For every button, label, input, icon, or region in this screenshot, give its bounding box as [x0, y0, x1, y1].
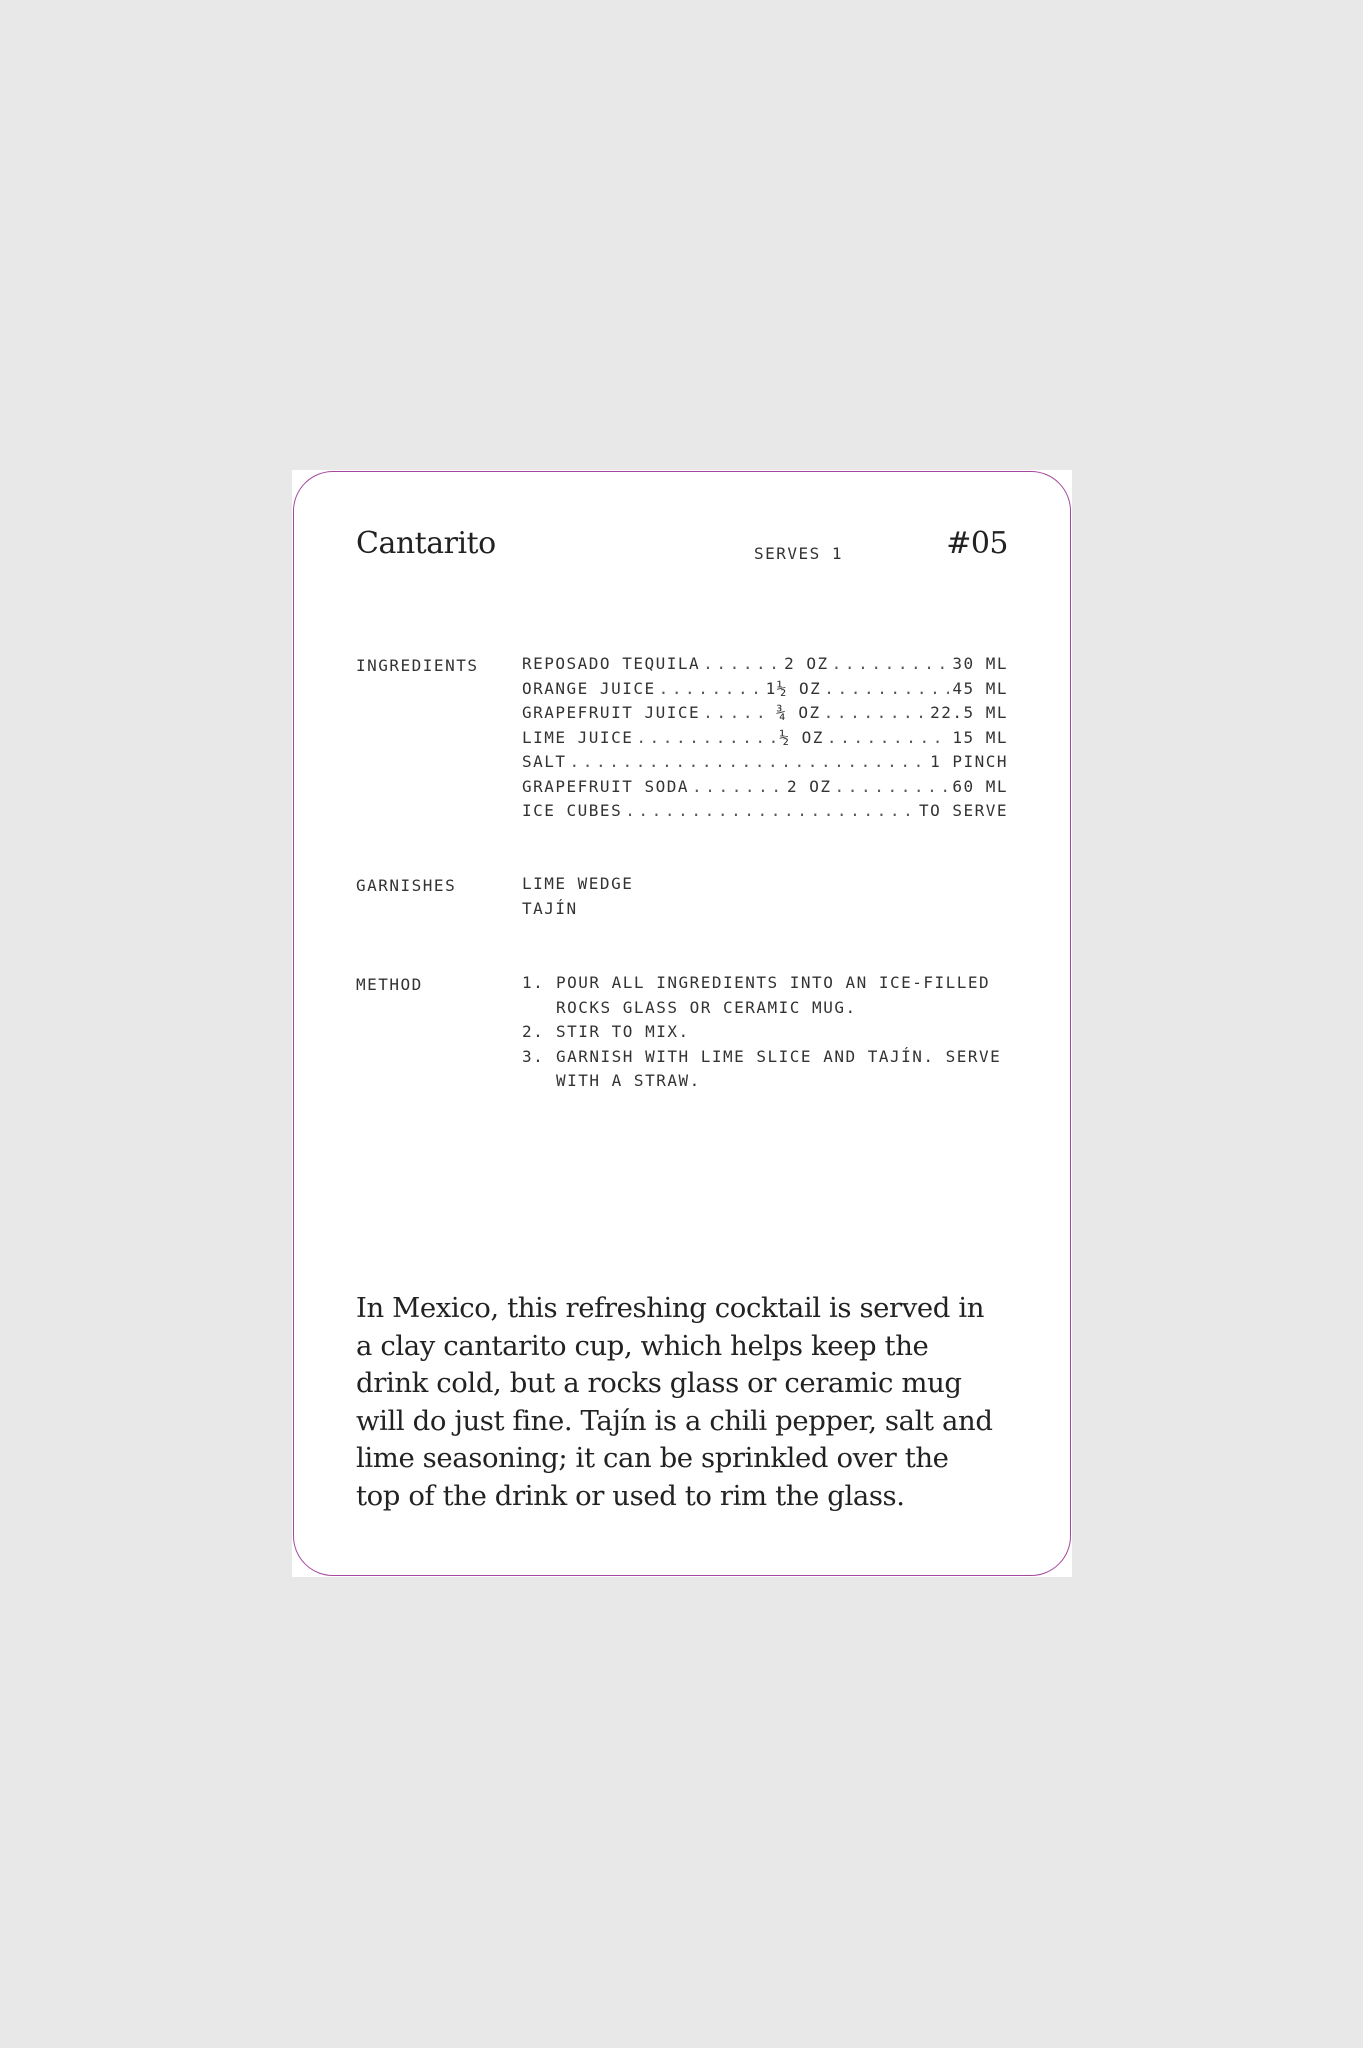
step-text: POUR ALL INGREDIENTS INTO AN ICE-FILLED ROCKS GLASS OR CERAMIC MUG. [556, 973, 991, 1017]
ingredient-imperial: ¾ OZ [776, 703, 821, 722]
ingredients-label: INGREDIENTS [356, 656, 479, 675]
leader-dots [703, 701, 773, 726]
step-number: 1. [522, 973, 545, 992]
garnish-item: TAJÍN [522, 898, 578, 918]
serves-count: SERVES 1 [754, 544, 844, 563]
method-list [522, 971, 1008, 1094]
step-text: GARNISH WITH LIME SLICE AND TAJÍN. SERVE WITH A STRAW. [556, 1046, 1002, 1090]
ingredient-metric: 15 ML [952, 727, 1008, 747]
method-label: METHOD [356, 975, 423, 994]
recipe-number: #05 [946, 526, 1008, 561]
recipe-description: In Mexico, this refreshing cocktail is served in a clay cantarito cup, which helps keep the drink cold, but a rocks glass or ceramic mug will do just fine. Tajín is a chili pepper, salt and lime seasoning; it can be sprinkled over the top of the drink or used to rim the glass. [356, 1292, 993, 1512]
ingredient-name: GRAPEFRUIT JUICE [522, 703, 701, 722]
ingredient-row [522, 652, 1008, 677]
ingredient-row [522, 775, 1008, 800]
ingredient-name: LIME JUICE [522, 727, 634, 747]
garnish-item: LIME WEDGE [522, 874, 634, 893]
ingredient-imperial: ½ OZ [779, 727, 824, 747]
leader-dots [636, 726, 776, 751]
recipe-title: Cantarito [356, 526, 496, 561]
garnishes-list [522, 872, 1008, 921]
ingredient-imperial: 2 OZ [784, 654, 829, 673]
leader-dots [824, 701, 927, 726]
ingredient-metric: 30 ML [952, 654, 1008, 673]
ingredient-name: SALT [522, 752, 567, 771]
leader-dots [824, 677, 949, 702]
leader-dots [703, 652, 781, 677]
step-text: STIR TO MIX. [556, 1022, 690, 1041]
ingredient-imperial: 2 OZ [787, 776, 832, 796]
step-number: 2. [522, 1022, 545, 1041]
leader-dots [692, 775, 784, 800]
step-number: 3. [522, 1046, 545, 1066]
leader-dots [659, 677, 763, 702]
leader-dots [625, 799, 916, 824]
leader-dots [570, 750, 928, 775]
ingredient-metric: TO SERVE [918, 801, 1008, 820]
ingredient-row [522, 750, 1008, 775]
ingredient-imperial: 1½ OZ [765, 678, 822, 698]
leader-dots [832, 652, 950, 677]
method-step [522, 1045, 1008, 1094]
recipe-card [292, 470, 1072, 1577]
ingredient-row [522, 726, 1008, 751]
ingredient-metric: 60 ML [952, 776, 1008, 796]
ingredient-name: ICE CUBES [522, 801, 623, 820]
leader-dots [827, 726, 949, 751]
ingredient-metric: 45 ML [952, 678, 1008, 698]
method-step [522, 1020, 1008, 1045]
ingredient-row [522, 677, 1008, 702]
method-step [522, 971, 1008, 1020]
ingredient-name: GRAPEFRUIT SODA [522, 776, 689, 796]
ingredient-row [522, 799, 1008, 824]
ingredient-name: REPOSADO TEQUILA [522, 654, 701, 673]
ingredient-metric: 22.5 ML [930, 703, 1008, 722]
ingredient-name: ORANGE JUICE [522, 678, 656, 698]
ingredient-row [522, 701, 1008, 726]
leader-dots [835, 775, 950, 800]
garnishes-label: GARNISHES [356, 876, 457, 895]
ingredients-list [522, 652, 1008, 824]
ingredient-metric: 1 PINCH [930, 752, 1008, 771]
